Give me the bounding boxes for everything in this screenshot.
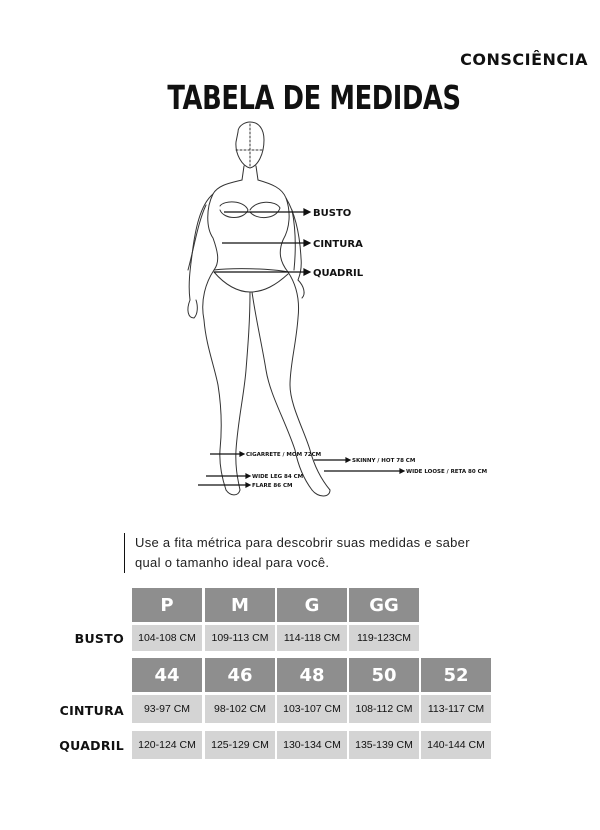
busto-value-g: 114-118 CM — [277, 625, 347, 651]
page-title: TABELA DE MEDIDAS — [167, 78, 461, 117]
instruction-text: Use a fita métrica para descobrir suas medidas e saber qual o tamanho ideal para você. — [124, 533, 475, 573]
label-quadril: QUADRIL — [313, 268, 364, 279]
brand-logo: CONSCIÊNCIA — [460, 50, 588, 69]
label-skinny-hot: SKINNY / HOT 78 CM — [352, 458, 416, 464]
cintura-value-46: 98-102 CM — [205, 695, 275, 723]
label-cigarrete-mom: CIGARRETE / MOM 72CM — [246, 452, 322, 458]
label-flare: FLARE 86 CM — [252, 483, 293, 489]
label-wide-leg: WIDE LEG 84 CM — [252, 474, 304, 480]
row-label-cintura: CINTURA — [59, 703, 124, 718]
cintura-value-50: 108-112 CM — [349, 695, 419, 723]
size-header-52: 52 — [421, 658, 491, 692]
size-header-p: P — [132, 588, 202, 622]
busto-value-m: 109-113 CM — [205, 625, 275, 651]
size-header-48: 48 — [277, 658, 347, 692]
size-header-50: 50 — [349, 658, 419, 692]
cintura-value-52: 113-117 CM — [421, 695, 491, 723]
size-header-m: M — [205, 588, 275, 622]
label-busto: BUSTO — [313, 208, 352, 219]
quadril-value-46: 125-129 CM — [205, 731, 275, 759]
size-header-g: G — [277, 588, 347, 622]
size-header-gg: GG — [349, 588, 419, 622]
size-header-46: 46 — [205, 658, 275, 692]
quadril-value-50: 135-139 CM — [349, 731, 419, 759]
label-cintura: CINTURA — [313, 239, 363, 250]
cintura-value-48: 103-107 CM — [277, 695, 347, 723]
busto-value-p: 104-108 CM — [132, 625, 202, 651]
cintura-value-44: 93-97 CM — [132, 695, 202, 723]
size-header-44: 44 — [132, 658, 202, 692]
quadril-value-52: 140-144 CM — [421, 731, 491, 759]
quadril-value-44: 120-124 CM — [132, 731, 202, 759]
row-label-busto: BUSTO — [74, 631, 124, 646]
row-label-quadril: QUADRIL — [59, 738, 124, 753]
quadril-value-48: 130-134 CM — [277, 731, 347, 759]
label-wide-loose-reta: WIDE LOOSE / RETA 80 CM — [406, 469, 488, 475]
busto-value-gg: 119-123CM — [349, 625, 419, 651]
